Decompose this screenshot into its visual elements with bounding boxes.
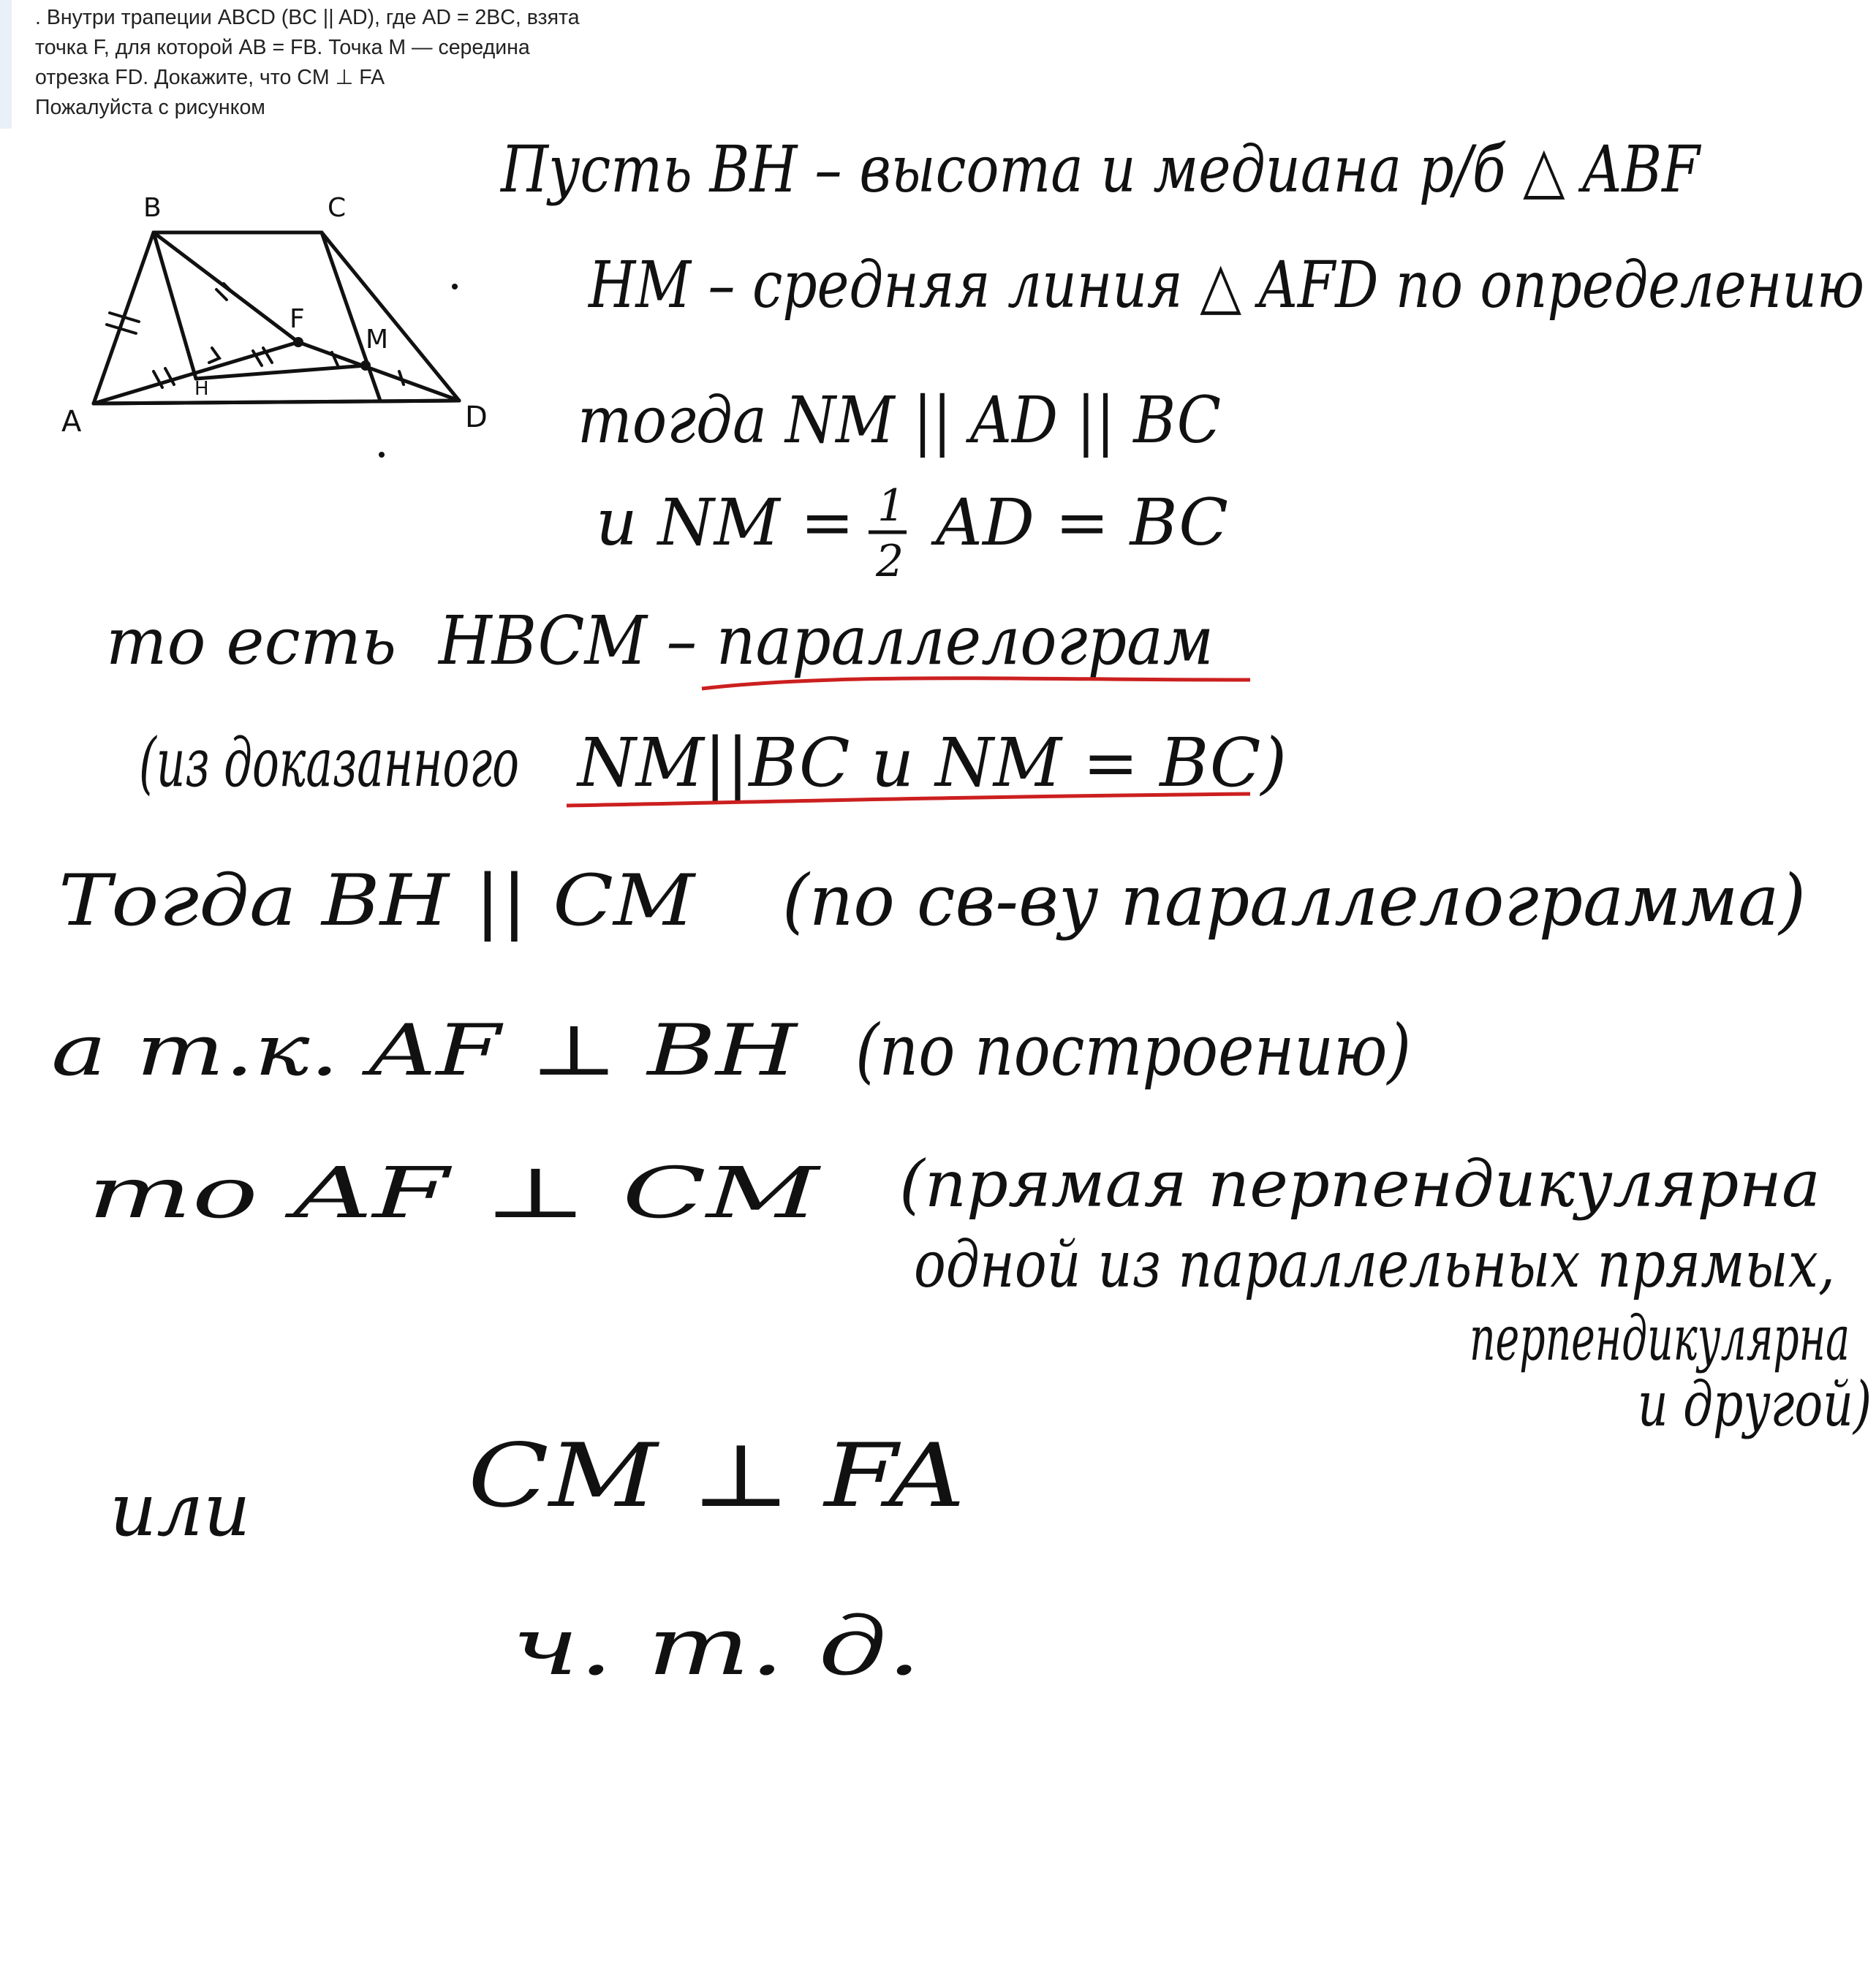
- solution-line-9-d: перпендикулярна: [1470, 1303, 1850, 1374]
- solution-line-7-start: Тогда BH || CM: [58, 860, 697, 942]
- solution-line-3: тогда NM || AD || BC: [578, 382, 1221, 458]
- segment-hm: [196, 366, 366, 379]
- solution-line-5-end: HBCM – параллелограм: [437, 602, 1214, 680]
- solution-line-1: Пусть BH – высота и медиана р/б △ ABF: [499, 132, 1702, 207]
- solution-line-6-start: (из доказанного: [139, 724, 519, 802]
- solution-line-11-qed: ч. т. д.: [512, 1599, 921, 1693]
- solution-line-9-b: (прямая перпендикулярна: [899, 1146, 1820, 1222]
- solution-line-6-end: NM||BC и NM = BC): [576, 724, 1287, 802]
- fraction-numerator: 1: [877, 480, 906, 531]
- point-f-dot: [293, 337, 303, 347]
- solution-line-10-start: или: [110, 1467, 251, 1553]
- label-b: B: [143, 193, 162, 223]
- label-a: A: [61, 405, 82, 439]
- problem-line-4: Пожалуйста с рисунком: [35, 96, 265, 119]
- solution-line-8-start: а т.к. AF ⊥ BH: [51, 1010, 800, 1091]
- point-m-dot: [360, 360, 371, 371]
- solution-line-7-end: (по св-ву параллелограмма): [782, 860, 1806, 942]
- right-angle-mark: [209, 348, 219, 363]
- solution-line-9-start: то AF ⊥ CM: [88, 1152, 822, 1234]
- label-c: C: [328, 193, 347, 223]
- problem-line-3: отрезка FD. Докажите, что CM ⊥ FA: [35, 66, 385, 89]
- solution-line-2: HM – средняя линия △ AFD по определению: [587, 247, 1864, 322]
- label-h: H: [194, 378, 209, 400]
- label-m: M: [366, 325, 389, 355]
- segment-af-d: [94, 401, 459, 404]
- solution-line-10-end: CM ⊥ FA: [468, 1425, 965, 1527]
- segment-bh: [154, 232, 196, 379]
- solution-line-9-e: и другой): [1638, 1368, 1872, 1440]
- label-f: F: [290, 304, 305, 334]
- problem-line-2: точка F, для которой AB = FB. Точка M — середина: [35, 36, 530, 59]
- solution-line-4-start: и NM =: [596, 485, 855, 560]
- fraction-denominator: 2: [876, 536, 904, 587]
- problem-line-1: . Внутри трапеции ABCD (BC || AD), где AD = 2BC, взята: [35, 6, 580, 29]
- tick-bf: [216, 284, 234, 300]
- stray-dot: [452, 284, 458, 289]
- solution-line-8-end: (по построению): [855, 1010, 1411, 1091]
- trapezoid-figure: [94, 232, 459, 404]
- solution-line-5-start: то есть: [106, 604, 397, 679]
- label-d: D: [465, 401, 488, 434]
- stray-dot: [379, 452, 385, 458]
- solution-line-4-end: AD = BC: [930, 485, 1228, 560]
- tick-md: [399, 371, 404, 385]
- segment-cm: [322, 232, 380, 401]
- solution-line-9-c: одной из параллельных прямых,: [914, 1227, 1835, 1302]
